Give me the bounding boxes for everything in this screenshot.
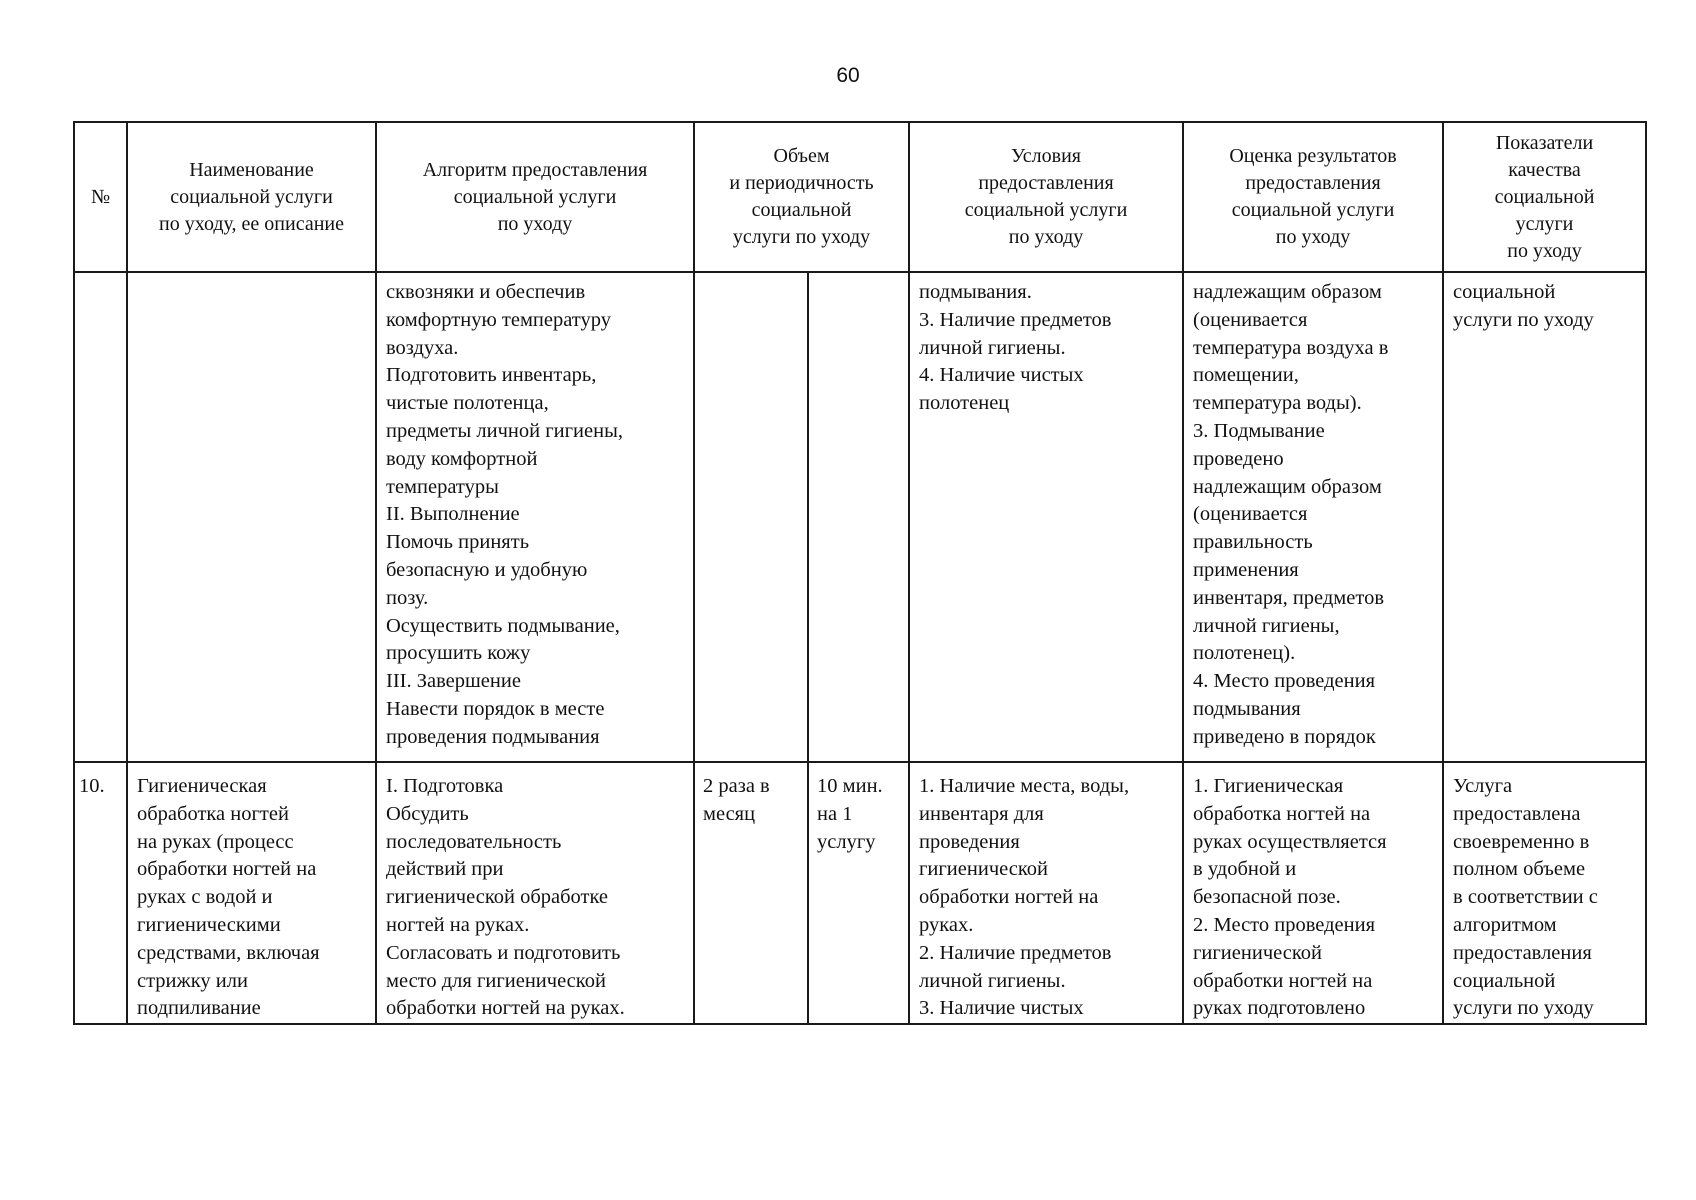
text-line: стрижку или: [137, 969, 248, 992]
text-line: надлежащим образом: [1193, 475, 1382, 498]
text-line: 2. Место проведения: [1193, 913, 1376, 936]
text-line: социальной: [1453, 969, 1556, 992]
text-line: предоставлена: [1453, 802, 1581, 825]
text-line: руках подготовлено: [1193, 997, 1366, 1020]
text-line: 1. Гигиеническая: [1193, 775, 1344, 797]
header-service-name: [127, 122, 376, 272]
text-line: подмывания: [1193, 697, 1301, 720]
text-line: 4. Место проведения: [1193, 670, 1376, 693]
text-line: Показатели: [1495, 131, 1594, 154]
text-line: социальной услуги: [1231, 199, 1395, 221]
text-line: Обсудить: [386, 802, 469, 825]
text-line: место для гигиенической: [386, 969, 606, 992]
text-line: температура воздуха в: [1193, 336, 1389, 359]
text-line: руках с водой и: [137, 886, 273, 909]
text-line: в соответствии с: [1453, 886, 1598, 909]
text-line: средствами, включая: [137, 941, 320, 964]
cell-evaluation: [1183, 272, 1443, 762]
header-number: [74, 122, 127, 272]
text-line: позу.: [386, 586, 429, 609]
header-conditions: [909, 122, 1183, 272]
cell-conditions: [909, 272, 1183, 762]
text-line: личной гигиены,: [1193, 614, 1340, 637]
cell-quality: [1443, 762, 1646, 1024]
text-line: по уходу: [1275, 226, 1351, 248]
text-line: температура воды).: [1193, 392, 1362, 415]
text-line: подмывания.: [919, 281, 1032, 303]
text-line: (оценивается: [1193, 308, 1308, 331]
cell-quality: [1443, 272, 1646, 762]
text-line: социальной: [1494, 185, 1595, 208]
text-line: по уходу: [1008, 226, 1084, 248]
text-line: правильность: [1193, 531, 1313, 554]
text-line: надлежащим образом: [1193, 281, 1382, 303]
header-volume-periodicity: [694, 122, 909, 272]
text-line: услуги: [1515, 212, 1574, 235]
cell-conditions: [909, 762, 1183, 1024]
text-line: 2 раза в: [703, 775, 770, 797]
text-line: полотенец).: [1193, 642, 1296, 665]
text-line: 3. Наличие предметов: [919, 308, 1112, 331]
text-line: Навести порядок в месте: [386, 697, 605, 720]
text-line: на 1: [817, 802, 853, 825]
text-line: II. Выполнение: [386, 503, 520, 526]
text-line: месяц: [703, 802, 756, 825]
cell-number: 10.: [74, 762, 127, 1024]
text-line: социальной: [751, 199, 852, 221]
header-quality-indicators: [1443, 122, 1646, 272]
text-line: I. Подготовка: [386, 775, 504, 797]
text-line: Услуга: [1453, 775, 1513, 797]
text-line: обработки ногтей на: [1193, 969, 1373, 992]
text-line: обработки ногтей на руках.: [386, 997, 625, 1020]
text-line: личной гигиены.: [919, 336, 1066, 359]
text-line: качества: [1508, 158, 1581, 181]
social-services-table: [73, 121, 1647, 1025]
cell-service-name: [127, 272, 376, 762]
text-line: Гигиеническая: [137, 775, 267, 797]
text-line: по уходу, ее описание: [159, 212, 344, 235]
text-line: 2. Наличие предметов: [919, 941, 1112, 964]
text-line: чистые полотенца,: [386, 392, 549, 415]
cell-evaluation: [1183, 762, 1443, 1024]
text-line: Оценка результатов: [1229, 145, 1397, 167]
text-line: (оценивается: [1193, 503, 1308, 526]
text-line: Условия: [1011, 145, 1081, 167]
text-line: предоставления: [1245, 172, 1381, 194]
text-line: социальной услуги: [170, 185, 333, 208]
table-row: [74, 272, 1646, 762]
text-line: обработка ногтей: [137, 802, 289, 825]
table-header-row: [74, 122, 1646, 272]
text-line: обработки ногтей на: [919, 886, 1099, 909]
text-line: 4. Наличие чистых: [919, 364, 1084, 387]
text-line: применения: [1193, 558, 1299, 581]
text-line: Согласовать и подготовить: [386, 941, 621, 964]
text-line: социальной услуги: [453, 185, 617, 208]
page-number: 60: [836, 64, 860, 87]
text-line: действий при: [386, 858, 504, 881]
text-line: гигиеническими: [137, 913, 281, 936]
text-line: 3. Подмывание: [1193, 419, 1325, 442]
text-line: 10 мин.: [817, 775, 883, 797]
text-line: предоставления: [978, 172, 1114, 194]
text-line: проведения: [919, 830, 1020, 853]
text-line: руках осуществляется: [1193, 830, 1387, 853]
text-line: последовательность: [386, 830, 562, 853]
cell-frequency: [694, 272, 808, 762]
text-line: Алгоритм предоставления: [422, 158, 648, 181]
text-line: ногтей на руках.: [386, 913, 530, 936]
text-line: на руках (процесс: [137, 830, 294, 853]
text-line: инвентаря, предметов: [1193, 586, 1384, 609]
cell-service-name: [127, 762, 376, 1024]
text-line: своевременно в: [1453, 830, 1590, 853]
text-line: гигиенической: [1193, 941, 1322, 964]
text-line: услуги по уходу: [1453, 308, 1594, 331]
text-line: помещении,: [1193, 364, 1299, 387]
text-line: социальной: [1453, 281, 1556, 303]
header-algorithm: [376, 122, 694, 272]
text-line: 3. Наличие чистых: [919, 997, 1084, 1020]
text-line: гигиенической обработке: [386, 886, 609, 909]
text-line: комфортную температуру: [386, 308, 611, 331]
text-line: гигиенической: [919, 858, 1048, 881]
text-line: безопасную и удобную: [386, 558, 588, 581]
cell-frequency: [694, 762, 808, 1024]
cell-duration: [808, 762, 909, 1024]
text-line: личной гигиены.: [919, 969, 1066, 992]
text-line: услуги по уходу: [732, 226, 871, 248]
cell-algorithm: [376, 272, 694, 762]
text-line: услуги по уходу: [1453, 997, 1594, 1020]
text-line: безопасной позе.: [1193, 886, 1341, 909]
text-line: алгоритмом: [1453, 913, 1557, 936]
text-line: №: [90, 185, 111, 208]
cell-algorithm: [376, 762, 694, 1024]
text-line: воду комфортной: [386, 447, 538, 470]
text-line: подпиливание: [137, 997, 261, 1020]
cell-number: [74, 272, 127, 762]
text-line: проведения подмывания: [386, 725, 600, 748]
text-line: III. Завершение: [386, 670, 521, 693]
text-line: Наименование: [189, 158, 314, 181]
text-line: Осуществить подмывание,: [386, 614, 620, 637]
text-line: воздуха.: [386, 336, 459, 359]
text-line: проведено: [1193, 447, 1284, 470]
header-evaluation: [1183, 122, 1443, 272]
text-line: Подготовить инвентарь,: [386, 364, 597, 387]
text-line: 1. Наличие места, воды,: [919, 775, 1130, 797]
text-line: полотенец: [919, 392, 1010, 415]
text-line: предметы личной гигиены,: [386, 419, 623, 442]
table-row: [74, 762, 1646, 1024]
text-line: обработки ногтей на: [137, 858, 317, 881]
text-line: в удобной и: [1193, 858, 1297, 881]
text-line: по уходу: [1507, 239, 1582, 262]
text-line: Помочь принять: [386, 531, 530, 554]
text-line: температуры: [386, 475, 499, 498]
text-line: услугу: [817, 830, 876, 853]
text-line: социальной услуги: [964, 199, 1128, 221]
text-line: и периодичность: [729, 172, 874, 194]
text-line: по уходу: [497, 212, 573, 235]
cell-duration: [808, 272, 909, 762]
text-line: приведено в порядок: [1193, 725, 1376, 748]
text-line: полном объеме: [1453, 858, 1586, 881]
text-line: просушить кожу: [386, 642, 531, 665]
text-line: инвентаря для: [919, 802, 1044, 825]
text-line: предоставления: [1453, 941, 1592, 964]
text-line: обработка ногтей на: [1193, 802, 1371, 825]
text-line: сквозняки и обеспечив: [386, 281, 586, 303]
text-line: руках.: [919, 913, 974, 936]
text-line: Объем: [773, 145, 830, 167]
